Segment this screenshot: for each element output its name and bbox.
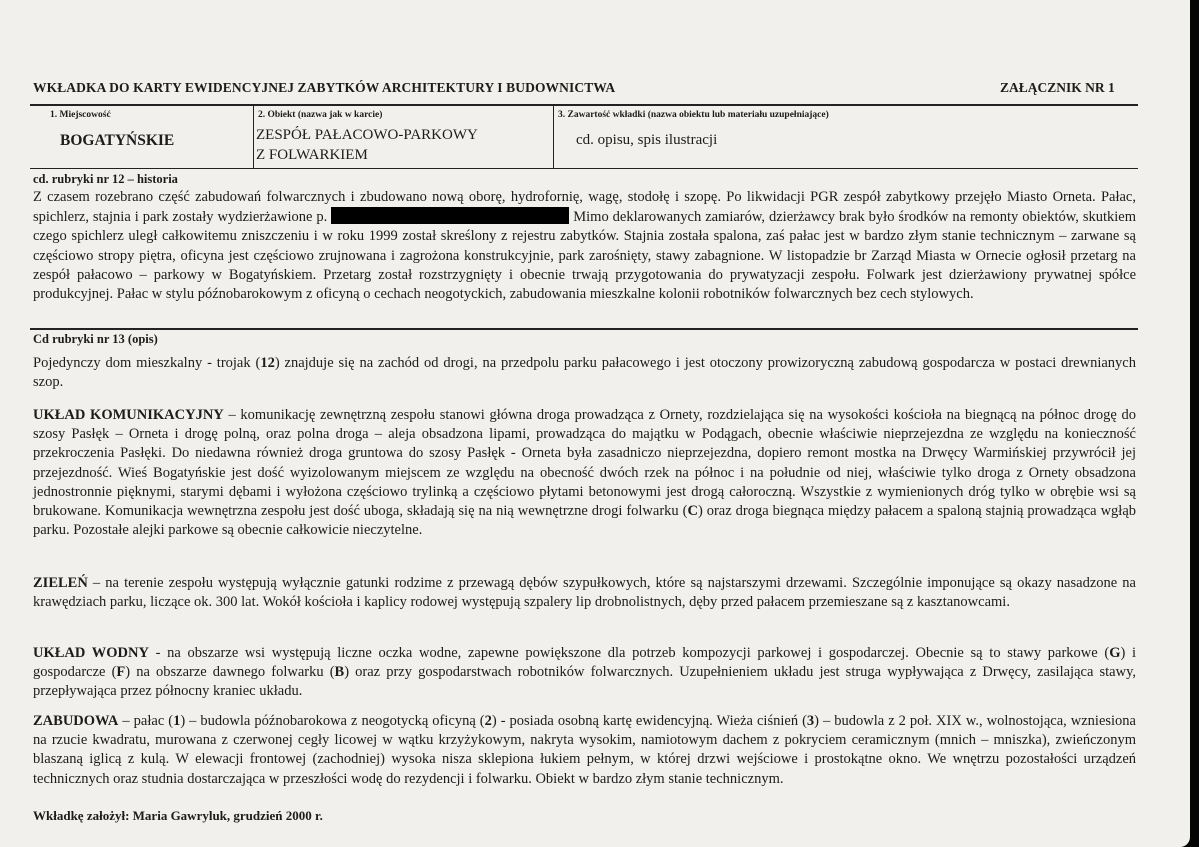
column-divider bbox=[253, 105, 254, 169]
document-title: WKŁADKA DO KARTY EWIDENCYJNEJ ZABYTKÓW ARCHITEKTURY I BUDOWNICTWA bbox=[33, 80, 616, 95]
author-note: Wkładkę założył: Maria Gawryluk, grudzień 2000 r. bbox=[33, 808, 323, 823]
redaction-bar bbox=[331, 207, 569, 224]
history-heading: cd. rubryki nr 12 – historia bbox=[33, 172, 178, 186]
section-title-buildings: ZABUDOWA bbox=[33, 713, 119, 729]
paragraph-dwelling: Pojedynczy dom mieszkalny - trojak (12) znajduje się na zachód od drogi, na przedpolu parku pałacowego i jest otoczony prowizoryczną zabudową gospodarcza w postaci drewnianych szop. bbox=[33, 355, 1136, 391]
history-text-a: Z czasem rozebrano część zabudowań folwarcznych i zbudowano nową oborę, hydrofornię, wagę, stodołę i szopę. Po likwidacji PGR zespół zabytkowy przejęło Miasto Orneta. Pałac, spichlerz, stajnia i park zostały wydzierżawione p. bbox=[33, 189, 1136, 226]
section-title-water: UKŁAD WODNY bbox=[33, 645, 149, 661]
description-heading: Cd rubryki nr 13 (opis) bbox=[33, 332, 158, 346]
paragraph-communication: UKŁAD KOMUNIKACYJNY – komunikację zewnętrzną zespołu stanowi główna droga prowadząca z Ornety, rozdzielająca się na wysokości kościoła na biegnącą na północ drogę do szosy Pasłęk – Orneta i drogę polną, oraz polna droga – aleja obsadzona lipami, prowadząca do majątku w Podągach, obecnie właściwie nieprzejezdna ze względu na konieczność przekroczenia Pasłęki. Do niedawna również droga gruntowa do szosy Pasłęk - Orneta była zasadniczo nieprzejezdna, dopiero remont mostka na Drwęcy Warmińskiej przywrócił jej przejezdność. Wieś Bogatyńskie jest dość wyizolowanym miejscem ze względu na obecność dwóch rzek na północ i na południe od niej, właściwie tylko droga z Ornety obsadzona jednostronnie pięknymi, starymi dębami i wyłożona częściowo trylinką a częściowo płytami betonowymi jest drogą całoroczną. Wszystkie z wymienionych dróg tylko w obrębie wsi są brukowane. Komunikacja wewnętrzna zespołu jest dość uboga, składają się na nią wewnętrzne drogi folwarku (C) oraz droga biegnąca między pałacem a spaloną stajnią prowadząca wgłąb parku. Pozostałe alejki parkowe są obecnie całkowicie nieczytelne. bbox=[33, 407, 1136, 539]
object-caption: 2. Obiekt (nazwa jak w karcie) bbox=[258, 110, 383, 120]
content-caption: 3. Zawartość wkładki (nazwa obiektu lub materiału uzupełniające) bbox=[558, 110, 829, 120]
attachment-number: ZAŁĄCZNIK NR 1 bbox=[1000, 80, 1115, 95]
content-value: cd. opisu, spis ilustracji bbox=[576, 132, 718, 148]
locality-value: BOGATYŃSKIE bbox=[60, 132, 175, 149]
table-bottom-rule bbox=[30, 168, 1138, 169]
object-value-line1: ZESPÓŁ PAŁACOWO-PARKOWY bbox=[256, 127, 478, 143]
column-divider bbox=[553, 105, 554, 169]
section-title-communication: UKŁAD KOMUNIKACYJNY bbox=[33, 407, 224, 423]
history-text-b: Mimo deklarowanych zamiarów, dzierżawcy brak było środków na remonty obiektów, skutkiem czego spichlerz uległ całkowitemu zniszczeniu i w roku 1999 został skreślony z rejestru zabytków. Stajnia została spalona, zaś pałac jest w bardzo złym stanie technicznym – zarwane są częściowo stropy piętra, oficyna jest częściowo zrujnowana i zagrożona konstrukcyjnie, park zarośnięty, stawy zabagnione. W listopadzie br Zarząd Miasta w Ornecie ogłosił przetarg na zespół pałacowo – parkowy w Bogatyńskiem. Przetarg został rozstrzygnięty i obecnie trwają przygotowania do prywatyzacji zespołu. Folwark jest dzierżawiony prywatnej spółce produkcyjnej. Pałac w stylu późnobarokowym z oficyną o cechach neogotyckich, zabudowania mieszkalne kolonii robotników folwarcznych bez cech stylowych. bbox=[33, 209, 1137, 303]
section-title-greenery: ZIELEŃ bbox=[33, 575, 88, 591]
history-text bbox=[33, 188, 1136, 304]
object-value-line2: Z FOLWARKIEM bbox=[256, 147, 368, 163]
paragraph-greenery: ZIELEŃ – na terenie zespołu występują wyłącznie gatunki rodzime z przewagą dębów szypułkowych, które są najstarszymi drzewami. Szczególnie imponujące są okazy nasadzone na krawędziach parku, liczące ok. 300 lat. Wokół kościoła i kaplicy rodowej występują szpalery lip drobnolistnych, dęby przed pałacem przemieszane są z kasztanowcami. bbox=[33, 575, 1136, 611]
paragraph-buildings: ZABUDOWA – pałac (1) – budowla późnobarokowa z neogotycką oficyną (2) - posiada osobną kartę ewidencyjną. Wieża ciśnień (3) – budowla z 2 poł. XIX w., wolnostojąca, wzniesiona na rzucie kwadratu, murowana z czerwonej cegły licowej w wątku krzyżykowym, nakryta wysokim, namiotowym dachem z pokryciem ceramicznym (mnich – mniszka), zwieńczonym blaszaną iglicą z kulą. W elewacji frontowej (zachodniej) wysoka nisza sklepiona łukiem pełnym, w której drzwi wejściowe i prostokątne okno. We wnętrzu pozostałości urządzeń technicznych oraz studnia dostarczająca w przeszłości wodę do rezydencji i folwarku. Obiekt w bardzo złym stanie technicznym. bbox=[33, 713, 1136, 787]
locality-caption: 1. Miejscowość bbox=[50, 110, 111, 120]
paragraph-water: UKŁAD WODNY - na obszarze wsi występują liczne oczka wodne, zapewne powiększone dla potrzeb kompozycji parkowej i gospodarczej. Obecnie są to stawy parkowe (G) i gospodarcze (F) na obszarze dawnego folwarku (B) oraz przy gospodarstwach robotników folwarcznych. Uzupełnieniem układu jest struga wypływająca z Drwęcy, zasilająca stawy, przepływająca przez północny kraniec układu. bbox=[33, 645, 1137, 700]
table-top-rule bbox=[30, 104, 1138, 106]
section-rule bbox=[30, 328, 1138, 330]
